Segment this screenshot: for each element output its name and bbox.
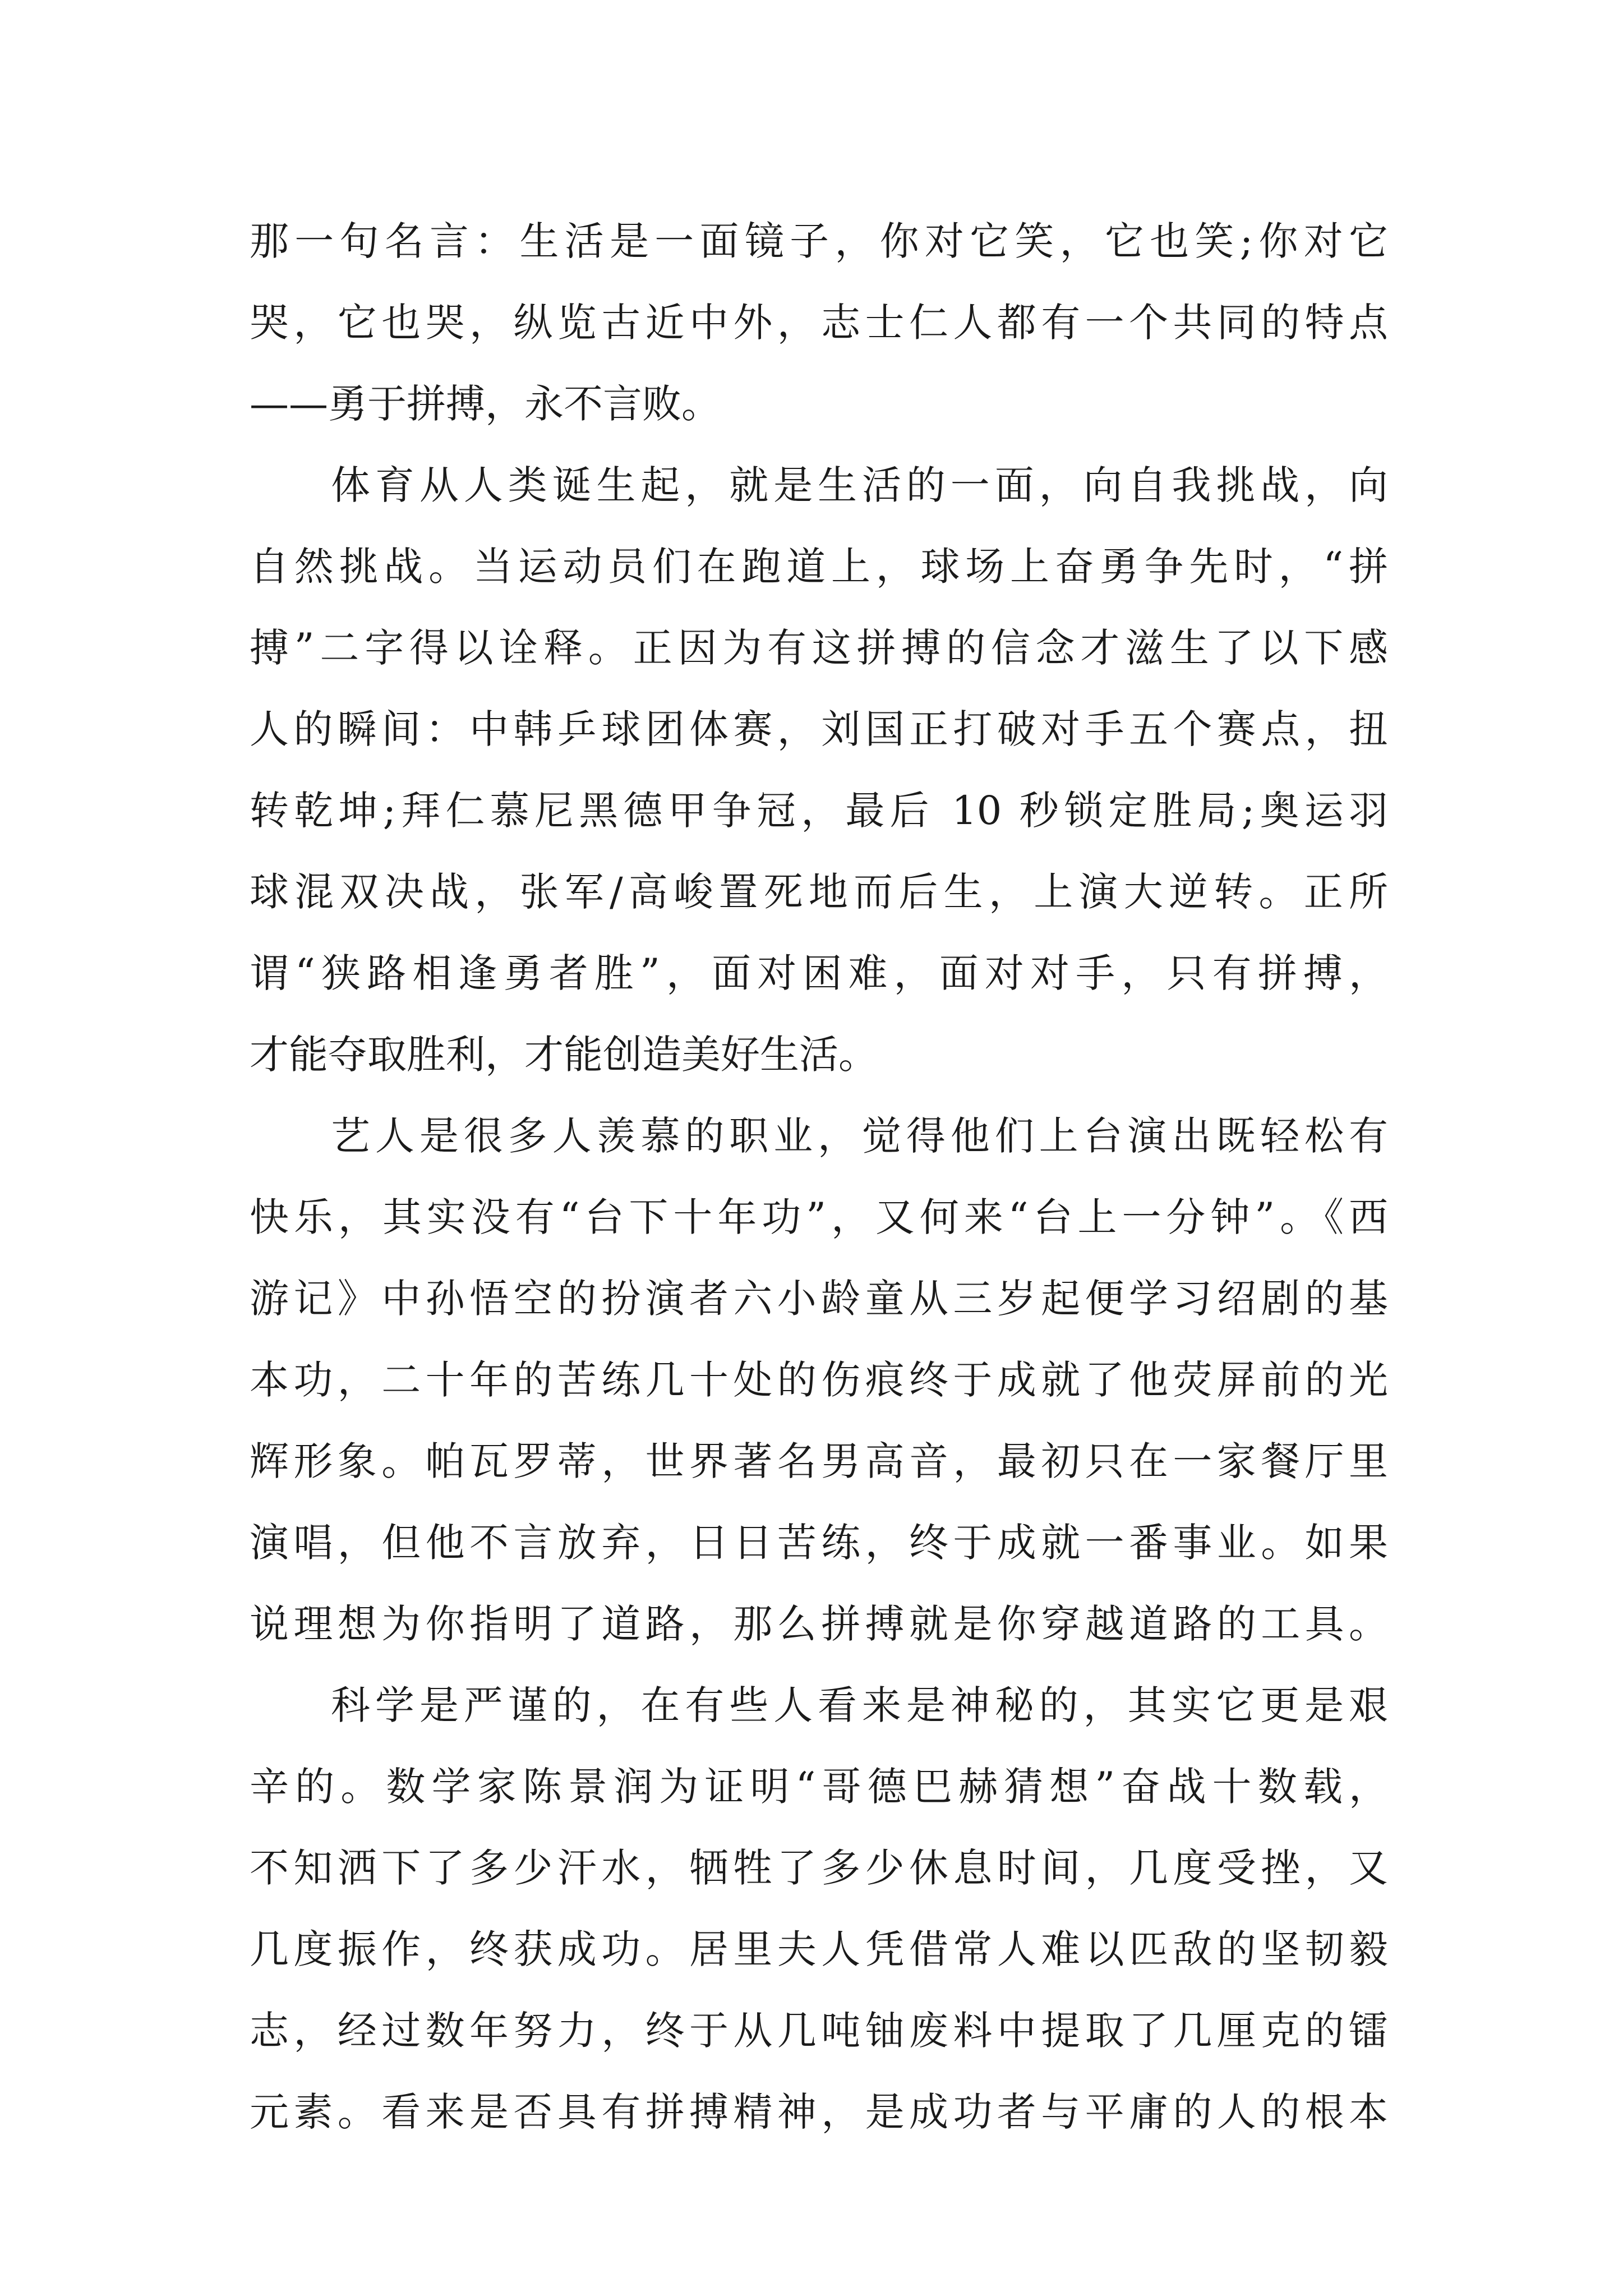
text-line: 元素。看来是否具有拼搏精神，是成功者与平庸的人的根本 — [250, 2089, 1388, 2135]
text-line: 转乾坤;拜仁慕尼黑德甲争冠，最后 10 秒锁定胜局;奥运羽 — [250, 788, 1388, 834]
text-line: 搏”二字得以诠释。正因为有这拼搏的信念才滋生了以下感 — [250, 625, 1388, 671]
text-line: 本功，二十年的苦练几十处的伤痕终于成就了他荧屏前的光 — [250, 1357, 1388, 1403]
text-line: 艺人是很多人羡慕的职业，觉得他们上台演出既轻松有 — [331, 1113, 1388, 1159]
text-line: 球混双决战，张军/高峻置死地而后生，上演大逆转。正所 — [250, 869, 1388, 915]
text-line: 快乐，其实没有“台下十年功”，又何来“台上一分钟”。《西 — [250, 1194, 1388, 1240]
text-line: 自然挑战。当运动员们在跑道上，球场上奋勇争先时，“拼 — [250, 544, 1388, 590]
text-line: 才能夺取胜利，才能创造美好生活。 — [250, 1032, 878, 1078]
text-line: 科学是严谨的，在有些人看来是神秘的，其实它更是艰 — [331, 1682, 1388, 1728]
text-line: 演唱，但他不言放弃，日日苦练，终于成就一番事业。如果 — [250, 1520, 1388, 1566]
text-line: 辉形象。帕瓦罗蒂，世界著名男高音，最初只在一家餐厅里 — [250, 1438, 1388, 1484]
text-line: 辛的。数学家陈景润为证明“哥德巴赫猜想”奋战十数载， — [250, 1764, 1388, 1810]
text-line: 说理想为你指明了道路，那么拼搏就是你穿越道路的工具。 — [250, 1601, 1388, 1647]
text-line: 谓“狭路相逢勇者胜”，面对困难，面对对手，只有拼搏， — [250, 950, 1388, 996]
document-body-text — [250, 201, 1388, 2153]
text-line: 志，经过数年努力，终于从几吨铀废料中提取了几厘克的镭 — [250, 2008, 1388, 2054]
text-line: 体育从人类诞生起，就是生活的一面，向自我挑战，向 — [331, 462, 1388, 508]
text-line: 那一句名言：生活是一面镜子，你对它笑，它也笑;你对它 — [250, 218, 1388, 264]
text-line: 几度振作，终获成功。居里夫人凭借常人难以匹敌的坚韧毅 — [250, 1926, 1388, 1972]
text-line: ——勇于拼搏，永不言败。 — [250, 381, 721, 427]
text-line: 人的瞬间：中韩乒球团体赛，刘国正打破对手五个赛点，扭 — [250, 706, 1388, 752]
text-line: 游记》中孙悟空的扮演者六小龄童从三岁起便学习绍剧的基 — [250, 1276, 1388, 1322]
text-line: 不知洒下了多少汗水，牺牲了多少休息时间，几度受挫，又 — [250, 1845, 1388, 1891]
text-line: 哭，它也哭，纵览古近中外，志士仁人都有一个共同的特点 — [250, 300, 1388, 346]
